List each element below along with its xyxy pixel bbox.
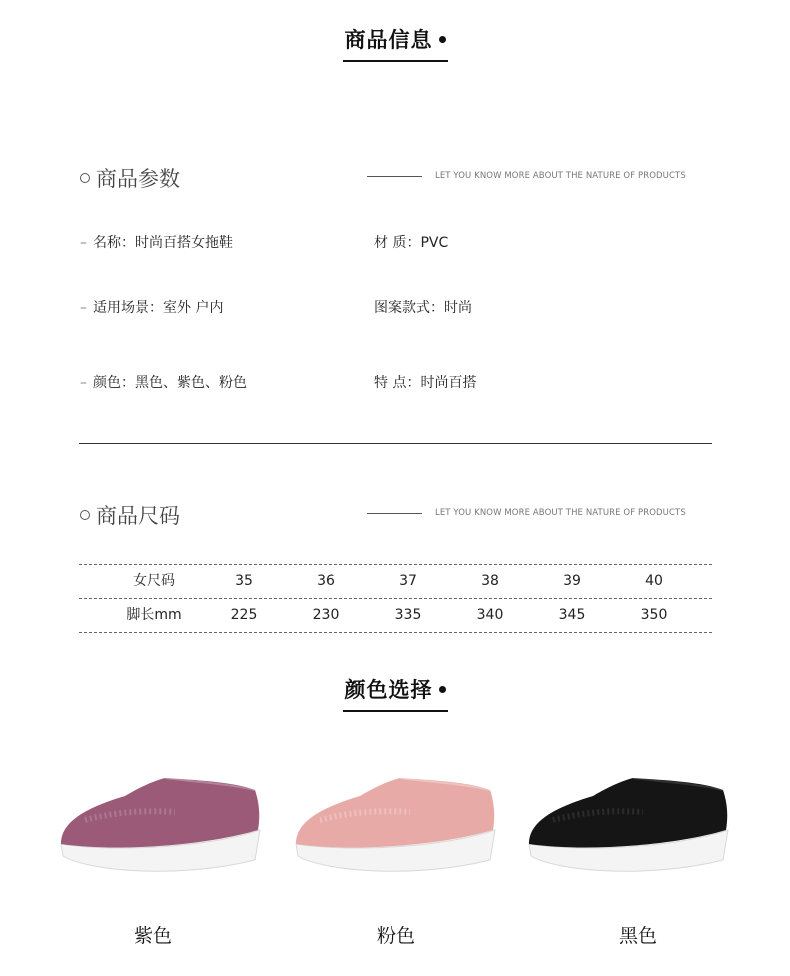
dash-icon: – (80, 300, 87, 316)
table-cell: 225 (230, 607, 258, 623)
table-cell: 女尺码 (133, 573, 175, 589)
caption-pink: 粉色 (376, 925, 415, 947)
shoe-image-pink (290, 760, 500, 890)
param-feature: 特 点：时尚百搭 (374, 375, 477, 391)
table-border-bottom (79, 632, 712, 633)
tagline-rule (367, 176, 422, 177)
param-color-text: 颜色：黑色、紫色、粉色 (93, 375, 247, 391)
shoe-illustration (55, 760, 265, 890)
table-cell: 脚长mm (126, 607, 182, 623)
dot-icon (439, 36, 446, 43)
params-tagline: LET YOU KNOW MORE ABOUT THE NATURE OF PRODUCTS (435, 171, 686, 181)
table-row (79, 565, 712, 597)
param-scene (80, 297, 223, 317)
param-name (80, 232, 233, 252)
param-color (80, 372, 247, 392)
tagline-rule (367, 513, 422, 514)
caption-purple: 紫色 (133, 925, 172, 947)
shoe-image-black (523, 760, 733, 890)
table-cell: 39 (563, 573, 581, 589)
table-cell: 35 (235, 573, 253, 589)
table-cell: 340 (476, 607, 504, 623)
shoe-illustration (523, 760, 733, 890)
section-title-text: 商品信息 (344, 28, 433, 52)
table-cell: 345 (558, 607, 586, 623)
table-cell: 36 (317, 573, 335, 589)
shoe-illustration (290, 760, 500, 890)
caption-black: 黑色 (618, 925, 657, 947)
table-row (79, 599, 712, 631)
shoe-image-purple (55, 760, 265, 890)
divider (79, 443, 712, 444)
params-heading (80, 163, 180, 193)
section-title-text: 颜色选择 (344, 678, 433, 702)
section-title-product-info (0, 24, 790, 56)
size-heading-text: 商品尺码 (96, 504, 180, 528)
section-title-color-choice (0, 674, 790, 706)
dash-icon: – (80, 375, 87, 391)
params-heading-text: 商品参数 (96, 167, 180, 191)
table-cell: 40 (645, 573, 663, 589)
circle-icon (80, 510, 90, 520)
circle-icon (80, 173, 90, 183)
table-cell: 38 (481, 573, 499, 589)
dash-icon: – (80, 235, 87, 251)
param-material: 材 质：PVC (374, 235, 449, 251)
size-heading (80, 500, 180, 530)
title-underline (343, 710, 448, 712)
title-underline (343, 60, 448, 62)
table-cell: 37 (399, 573, 417, 589)
table-cell: 350 (640, 607, 668, 623)
param-pattern: 图案款式：时尚 (374, 300, 472, 316)
param-name-text: 名称：时尚百搭女拖鞋 (93, 235, 233, 251)
param-scene-text: 适用场景：室外 户内 (93, 300, 224, 316)
table-cell: 230 (312, 607, 340, 623)
dot-icon (439, 686, 446, 693)
table-cell: 335 (394, 607, 422, 623)
size-tagline: LET YOU KNOW MORE ABOUT THE NATURE OF PRODUCTS (435, 508, 686, 518)
